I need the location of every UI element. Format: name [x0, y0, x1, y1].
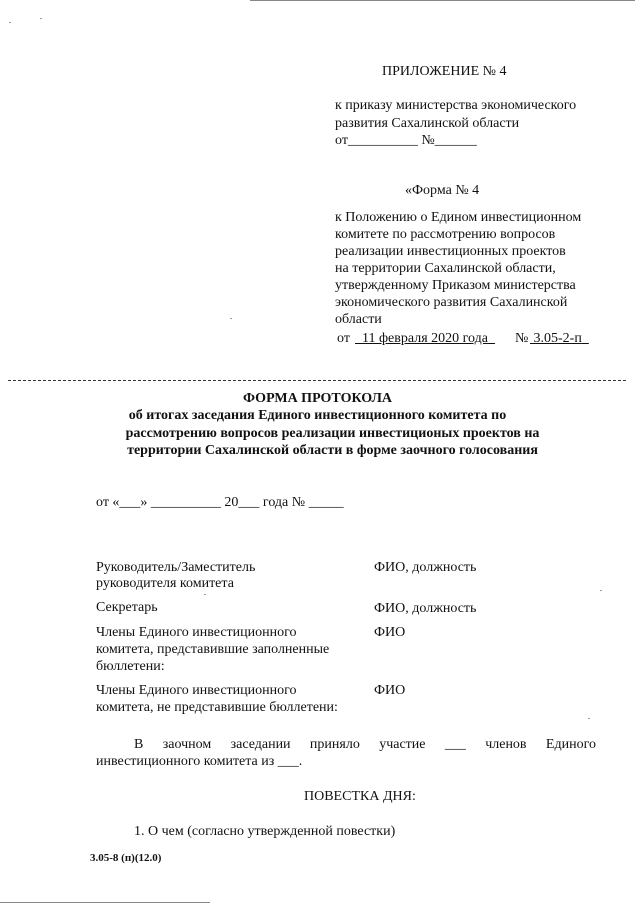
form-ref-date-prefix: от: [337, 331, 350, 346]
participant-role: бюллетени:: [96, 659, 165, 674]
participant-role: Руководитель/Заместитель: [96, 560, 256, 575]
participation-word: участие: [379, 737, 426, 752]
form-ref-line: к Положению о Едином инвестиционном: [335, 210, 582, 225]
appendix-line-3: от__________ №______: [335, 133, 477, 148]
separator-line: [8, 380, 626, 381]
form-ref-title: «Форма № 4: [405, 183, 480, 198]
protocol-date-line: от «___» __________ 20___ года № _____: [96, 495, 344, 510]
footer-code: 3.05-8 (п)(12.0): [90, 852, 162, 864]
participant-role: комитета, представившие заполненные: [96, 642, 330, 657]
scan-speck: [600, 590, 602, 591]
form-ref-line: утвержденному Приказом министерства: [335, 278, 576, 293]
participant-role: Члены Единого инвестиционного: [96, 683, 297, 698]
participation-word: В: [134, 737, 144, 752]
scan-speck: [9, 22, 11, 23]
participant-value: ФИО, должность: [374, 601, 477, 616]
participant-role: Члены Единого инвестиционного: [96, 625, 297, 640]
form-ref-number-value: 3.05-2-п: [533, 331, 582, 346]
participation-word: членов: [485, 737, 527, 752]
participation-word: заседании: [230, 737, 291, 752]
participation-word: Единого: [545, 737, 596, 752]
protocol-subtitle-line: территории Сахалинской области в форме заочного голосования: [127, 443, 538, 458]
form-ref-number-prefix: №: [515, 331, 529, 346]
agenda-title: ПОВЕСТКА ДНЯ:: [304, 789, 416, 804]
bottom-scan-line: [0, 902, 210, 903]
top-scan-line: [250, 0, 635, 1]
scan-speck: [230, 318, 232, 319]
participation-line-1: [96, 736, 596, 753]
participant-value: ФИО: [374, 683, 406, 698]
participation-word: заочном: [162, 737, 212, 752]
appendix-line-2: развития Сахалинской области: [335, 116, 520, 131]
scan-speck: [40, 18, 42, 19]
form-ref-line: на территории Сахалинской области,: [335, 261, 556, 276]
form-ref-date: [355, 330, 495, 347]
protocol-subtitle-line: об итогах заседания Единого инвестиционного комитета по: [128, 408, 507, 423]
agenda-item: 1. О чем (согласно утвержденной повестки): [134, 824, 396, 839]
participant-value: ФИО, должность: [374, 560, 477, 575]
participation-word: приняло: [309, 737, 360, 752]
form-ref-line: области: [335, 312, 382, 327]
participant-role: руководителя комитета: [96, 576, 234, 591]
form-ref-line: комитете по рассмотрению вопросов: [335, 227, 556, 242]
form-ref-number: [530, 330, 589, 347]
participant-value: ФИО: [374, 625, 406, 640]
form-ref-date-value: 11 февраля 2020 года: [362, 331, 488, 346]
protocol-title: ФОРМА ПРОТОКОЛА: [242, 391, 393, 406]
participation-word: ___: [444, 737, 466, 752]
form-ref-line: реализации инвестиционных проектов: [335, 244, 566, 259]
appendix-title: ПРИЛОЖЕНИЕ № 4: [382, 64, 507, 79]
participant-role: комитета, не представившие бюллетени:: [96, 700, 338, 715]
participant-role: Секретарь: [96, 600, 158, 615]
form-ref-line: экономического развития Сахалинской: [335, 295, 568, 310]
protocol-subtitle-line: рассмотрению вопросов реализации инвестиционых проектов на: [125, 426, 540, 441]
scan-speck: [204, 594, 206, 595]
scan-speck: [588, 718, 590, 719]
participation-line-2: инвестиционного комитета из ___.: [96, 754, 303, 769]
appendix-line-1: к приказу министерства экономического: [335, 98, 577, 113]
